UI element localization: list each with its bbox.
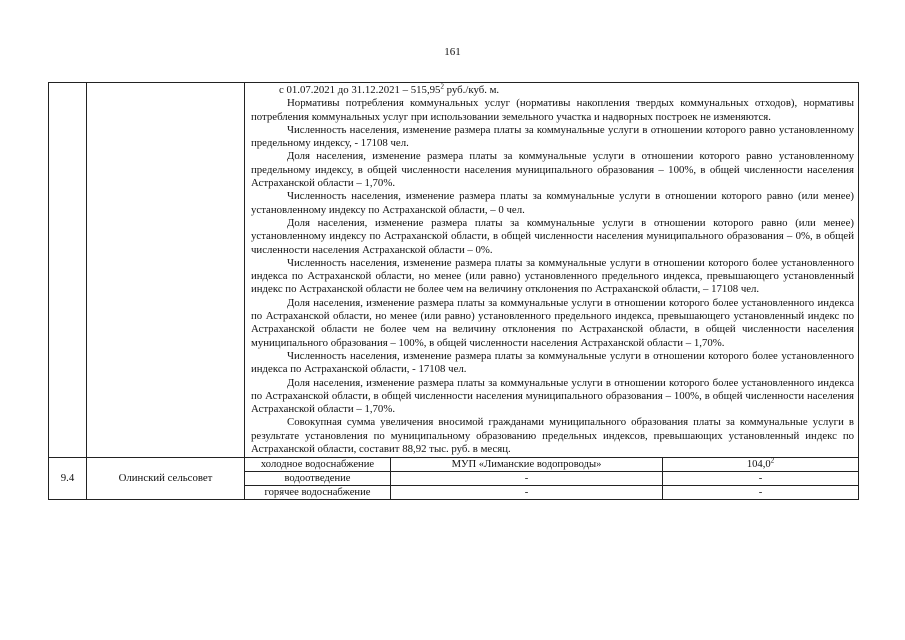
paragraph: Доля населения, изменение размера платы за коммунальные услуги в отношении которого более установленного индекса по Астраханской области, но менее (или равно) установленного предельного индекса, превышающего установленный индекс по Астраханской области не более чем на величину отклонения по Астраханской области, в общей численности населения муниципального образования – 100%, в общей численности населения Астраханской области – 1,70%. xyxy=(251,296,854,349)
row-name-cell-empty xyxy=(87,83,245,458)
paragraph: Численность населения, изменение размера платы за коммунальные услуги в отношении которого равно установленному предельному индексу, - 17108 чел. xyxy=(251,123,854,150)
paragraph: Доля населения, изменение размера платы за коммунальные услуги в отношении которого равно установленному предельному индексу, в общей численности населения муниципального образования – 100%, в общей численности населения Астраханской области – 1,70%. xyxy=(251,150,854,190)
paragraph: Совокупная сумма увеличения вносимой гражданами муниципального образования платы за коммунальные услуги в результате установления по муниципальному образованию предельных индексов, превышающих установленный индекс по Астраханской области, составит 88,92 тыс. руб. в месяц. xyxy=(251,416,854,456)
paragraph: Численность населения, изменение размера платы за коммунальные услуги в отношении которого более установленного индекса по Астраханской области, - 17108 чел. xyxy=(251,349,854,376)
service-name: горячее водоснабжение xyxy=(245,486,391,500)
provider-name: - xyxy=(391,486,663,500)
municipality-name: Олинский сельсовет xyxy=(87,458,245,500)
document-table xyxy=(48,82,859,500)
footnote-mark: 2 xyxy=(440,82,444,91)
paragraph: Доля населения, изменение размера платы за коммунальные услуги в отношении которого равно (или менее) установленному индексу по Астраханской области, в общей численности населения муниципального образования – 0%, в общей численности населения Астраханской области – 0%. xyxy=(251,216,854,256)
index-value: - xyxy=(663,472,859,486)
paragraph-tariff-text: с 01.07.2021 до 31.12.2021 – 515,95 xyxy=(279,84,441,96)
row-number: 9.4 xyxy=(49,458,87,500)
paragraph: Доля населения, изменение размера платы за коммунальные услуги в отношении которого более установленного индекса по Астраханской области, в общей численности населения муниципального образования – 100%, в общей численности населения Астраханской области – 1,70%. xyxy=(251,376,854,416)
footnote-mark: 2 xyxy=(770,456,775,465)
main-text-cell xyxy=(245,83,859,458)
paragraph: Нормативы потребления коммунальных услуг (нормативы накопления твердых коммунальных отходов), нормативы потребления коммунальных услуг при использовании земельного участка и надворных построек не изменяются. xyxy=(251,97,854,123)
index-value: - xyxy=(663,486,859,500)
paragraph-tariff xyxy=(251,84,854,97)
service-name: холодное водоснабжение xyxy=(245,458,391,472)
paragraph: Численность населения, изменение размера платы за коммунальные услуги в отношении которого равно (или менее) установленному индексу по Астраханской области, – 0 чел. xyxy=(251,190,854,216)
table-row xyxy=(49,458,859,472)
row-number-cell-empty xyxy=(49,83,87,458)
paragraph: Численность населения, изменение размера платы за коммунальные услуги в отношении которого более установленного индекса по Астраханской области, но менее (или равно) установленного предельного индекса, превышающего установленный индекс по Астраханской области не более чем на величину отклонения по Астраханской области, – 17108 чел. xyxy=(251,256,854,296)
provider-name: - xyxy=(391,472,663,486)
provider-name: МУП «Лиманские водопроводы» xyxy=(391,458,663,472)
table-row-continuation xyxy=(49,83,859,458)
unit-text: руб./куб. м. xyxy=(443,84,500,96)
page-number: 161 xyxy=(444,46,461,58)
index-value-text: 104,0 xyxy=(746,459,771,471)
index-value xyxy=(663,458,859,472)
service-name: водоотведение xyxy=(245,472,391,486)
